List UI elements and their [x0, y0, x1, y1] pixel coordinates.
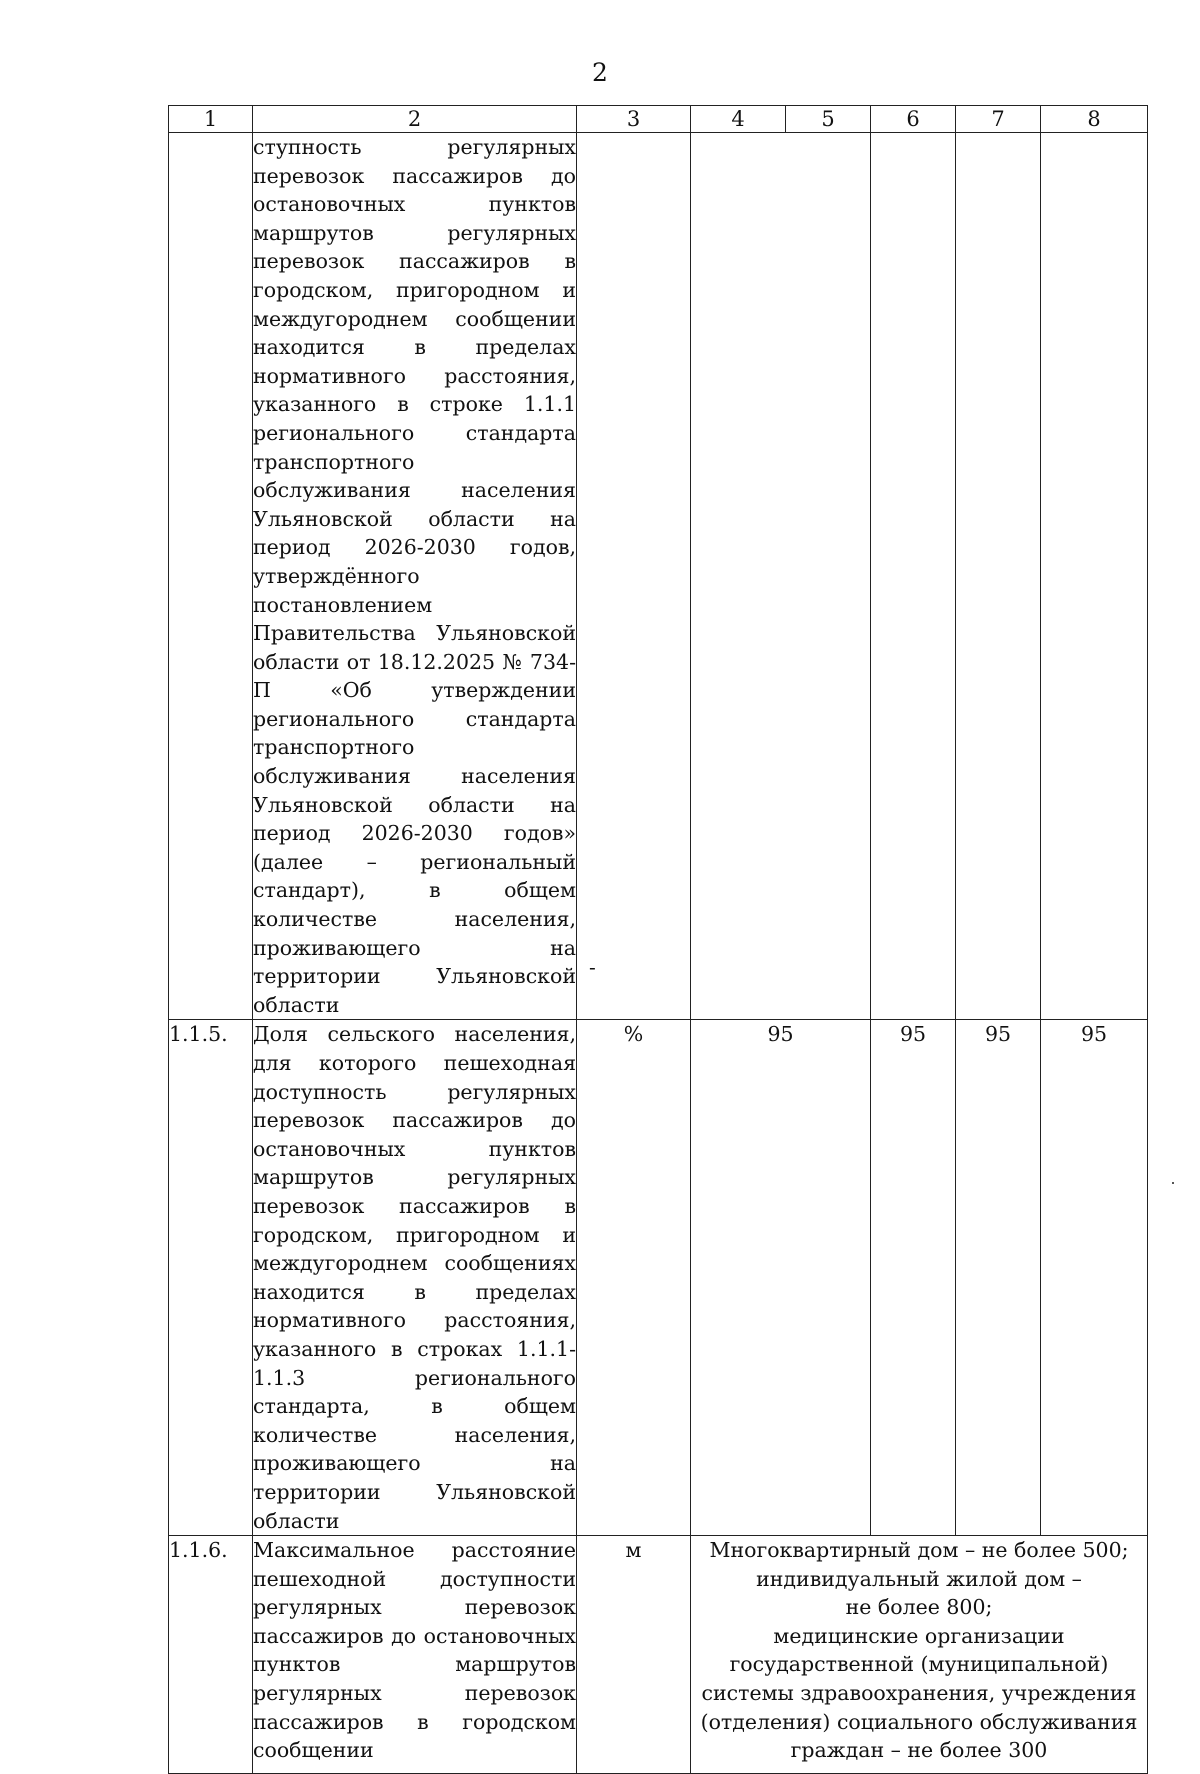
merged-line: граждан – не более 300: [790, 1738, 1048, 1763]
header-col-5: 5: [786, 106, 871, 133]
merged-values-cell: [691, 1536, 1148, 1774]
value-cols-4-5: 95: [691, 1020, 871, 1536]
unit-cell: %: [577, 1020, 691, 1536]
header-col-2: 2: [253, 106, 577, 133]
page-number: 2: [592, 58, 608, 87]
header-col-6: 6: [871, 106, 956, 133]
value-col-8: [1041, 133, 1148, 1020]
header-col-3: 3: [577, 106, 691, 133]
value-col-7: 95: [956, 1020, 1041, 1536]
merged-line: системы здравоохранения, учреждения: [701, 1681, 1137, 1706]
header-col-8: 8: [1041, 106, 1148, 133]
merged-line: (отделения) социального обслуживания: [700, 1709, 1138, 1734]
unit-cell: м: [577, 1536, 691, 1774]
merged-line: медицинские организации: [773, 1623, 1065, 1648]
indicator-description: Максимальное расстояние пешеходной доступности регулярных перевозок пассажиров до остановочных пунктов маршрутов регулярных перевозок пассажиров в городском сообщении: [253, 1536, 577, 1774]
merged-line: не более 800;: [845, 1595, 993, 1620]
unit-dash: -: [589, 954, 596, 979]
value-col-6: [871, 133, 956, 1020]
row-number: [169, 133, 253, 1020]
scan-speck: [1172, 1182, 1174, 1184]
row-number: 1.1.5.: [169, 1020, 253, 1536]
unit-cell: [577, 133, 691, 1020]
merged-line: Многоквартирный дом – не более 500;: [709, 1538, 1129, 1563]
table-row-1-1-5: [169, 1020, 1148, 1536]
value-col-8: 95: [1041, 1020, 1148, 1536]
value-cols-4-5: [691, 133, 871, 1020]
indicator-description: Доля сельского населения, для которого пешеходная доступность регулярных перевозок пассажиров до остановочных пунктов маршрутов регулярных перевозок пассажиров в городском, пригородном и междугороднем сообщениях находится в пределах нормативного расстояния, указанного в строках 1.1.1-1.1.3 регионального стандарта, в общем количестве населения, проживающего на территории Ульяновской области: [253, 1020, 577, 1536]
header-row: [169, 106, 1148, 133]
row-number: 1.1.6.: [169, 1536, 253, 1774]
indicators-table: [168, 105, 1148, 1774]
table-row-continuation: [169, 133, 1148, 1020]
merged-line: государственной (муниципальной): [729, 1652, 1109, 1677]
header-col-1: 1: [169, 106, 253, 133]
value-col-6: 95: [871, 1020, 956, 1536]
header-col-4: 4: [691, 106, 786, 133]
table-row-1-1-6: [169, 1536, 1148, 1774]
value-col-7: [956, 133, 1041, 1020]
merged-line: индивидуальный жилой дом –: [756, 1566, 1082, 1591]
header-col-7: 7: [956, 106, 1041, 133]
indicator-description: ступность регулярных перевозок пассажиров до остановочных пунктов маршрутов регулярных перевозок пассажиров в городском, пригородном и междугороднем сообщении находится в пределах нормативного расстояния, указанного в строке 1.1.1 регионального стандарта транспортного обслуживания населения Ульяновской области на период 2026-2030 годов, утверждённого постановлением Правительства Ульяновской области от 18.12.2025 № 734-П «Об утверждении регионального стандарта транспортного обслуживания населения Ульяновской области на период 2026-2030 годов» (далее – региональный стандарт), в общем количестве населения, проживающего на территории Ульяновской области: [253, 133, 577, 1020]
